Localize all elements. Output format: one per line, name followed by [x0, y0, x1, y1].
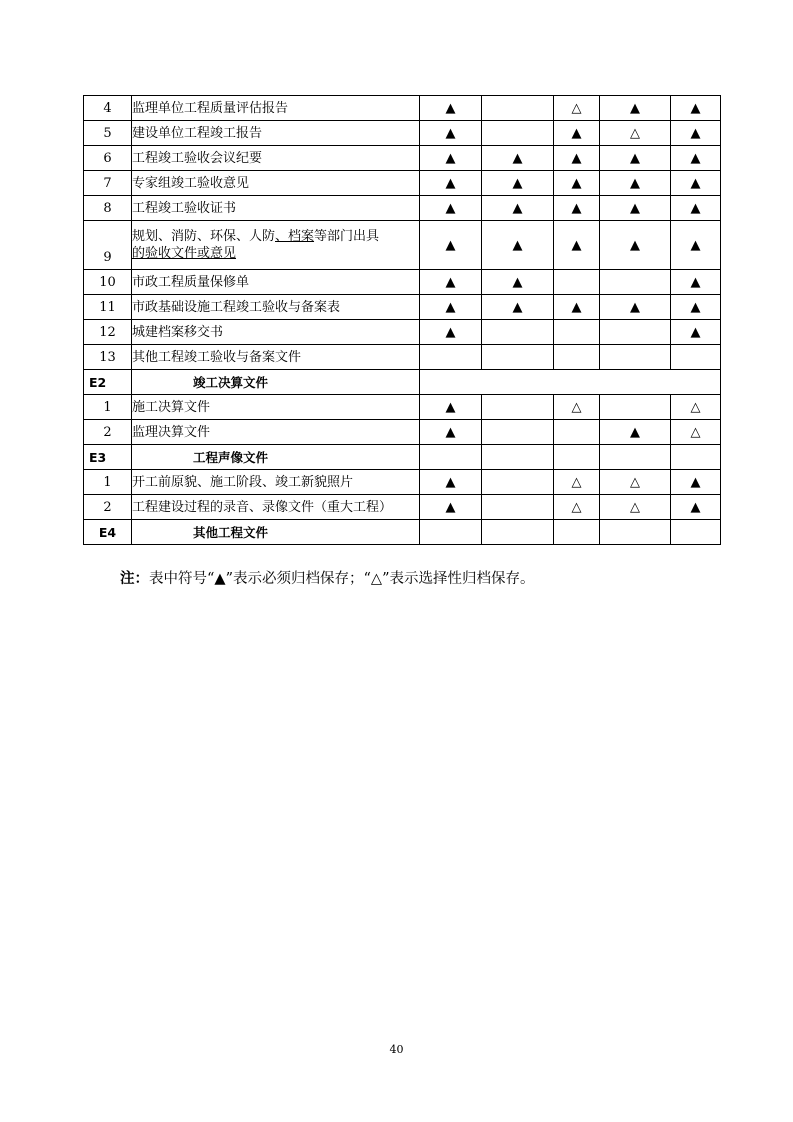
- archive-mark: [482, 345, 554, 370]
- document-name: 工程竣工验收证书: [132, 196, 420, 221]
- archive-table: [83, 95, 721, 545]
- table-row: [84, 495, 721, 520]
- row-number: 2: [84, 420, 132, 445]
- archive-mark: ▲: [600, 196, 671, 221]
- table-row: [84, 295, 721, 320]
- archive-mark: [600, 320, 671, 345]
- archive-mark: [600, 395, 671, 420]
- archive-mark: ▲: [482, 295, 554, 320]
- archive-mark: △: [554, 96, 600, 121]
- empty-cell: [482, 445, 554, 470]
- page-number: 40: [389, 1043, 404, 1056]
- row-number: 12: [84, 320, 132, 345]
- name-part-underlined: 、档案: [275, 229, 315, 244]
- section-title: 其他工程文件: [132, 520, 420, 545]
- archive-mark: ▲: [600, 295, 671, 320]
- empty-cell: [600, 445, 671, 470]
- document-name: 工程竣工验收会议纪要: [132, 146, 420, 171]
- empty-cell: [420, 445, 482, 470]
- archive-mark: [482, 470, 554, 495]
- name-part: 等部门出具: [314, 229, 380, 244]
- archive-mark: [482, 420, 554, 445]
- document-name: 其他工程竣工验收与备案文件: [132, 345, 420, 370]
- name-part: 规划、消防、环保、人防: [132, 229, 276, 244]
- archive-mark: △: [554, 470, 600, 495]
- archive-mark: ▲: [671, 96, 721, 121]
- document-name: 市政基础设施工程竣工验收与备案表: [132, 295, 420, 320]
- archive-mark: [554, 320, 600, 345]
- archive-mark: △: [600, 121, 671, 146]
- table-row: [84, 196, 721, 221]
- document-name: 施工决算文件: [132, 395, 420, 420]
- archive-mark: [554, 345, 600, 370]
- name-part-underlined: 的验收文件或意见: [132, 246, 237, 261]
- table-row: [84, 96, 721, 121]
- row-number: 1: [84, 395, 132, 420]
- archive-mark: [671, 520, 721, 545]
- archive-mark: △: [671, 420, 721, 445]
- archive-mark: ▲: [671, 270, 721, 295]
- archive-mark: [482, 395, 554, 420]
- archive-mark: ▲: [482, 171, 554, 196]
- archive-mark: [671, 345, 721, 370]
- archive-mark: ▲: [554, 171, 600, 196]
- section-title: 竣工决算文件: [132, 370, 420, 395]
- row-number: 8: [84, 196, 132, 221]
- archive-mark: ▲: [482, 196, 554, 221]
- archive-mark: ▲: [554, 196, 600, 221]
- empty-cell: [554, 445, 600, 470]
- document-name: 专家组竣工验收意见: [132, 171, 420, 196]
- archive-mark: ▲: [671, 221, 721, 270]
- archive-mark: ▲: [554, 121, 600, 146]
- row-number: 6: [84, 146, 132, 171]
- archive-mark: [482, 495, 554, 520]
- note-label: 注：: [120, 571, 149, 587]
- document-name: 监理决算文件: [132, 420, 420, 445]
- archive-mark: ▲: [600, 96, 671, 121]
- note-text: 表中符号“: [149, 571, 215, 587]
- archive-mark: [600, 520, 671, 545]
- archive-mark: ▲: [420, 395, 482, 420]
- archive-mark: ▲: [600, 146, 671, 171]
- row-number: 13: [84, 345, 132, 370]
- archive-mark: ▲: [420, 221, 482, 270]
- archive-mark: ▲: [420, 420, 482, 445]
- table-row: [84, 395, 721, 420]
- archive-mark: ▲: [420, 96, 482, 121]
- table-row: [84, 320, 721, 345]
- archive-mark: ▲: [671, 470, 721, 495]
- note-text: ”表示选择性归档保存。: [382, 571, 535, 587]
- archive-mark: ▲: [671, 495, 721, 520]
- table-row: [84, 470, 721, 495]
- archive-mark: [482, 320, 554, 345]
- archive-mark: ▲: [420, 121, 482, 146]
- table-row: [84, 146, 721, 171]
- archive-mark: ▲: [671, 121, 721, 146]
- archive-mark: [600, 345, 671, 370]
- archive-mark: [482, 121, 554, 146]
- archive-mark: ▲: [671, 146, 721, 171]
- row-number: 5: [84, 121, 132, 146]
- table-row: [84, 121, 721, 146]
- row-number: 4: [84, 96, 132, 121]
- section-code: E2: [84, 370, 132, 395]
- archive-mark: △: [671, 395, 721, 420]
- row-number: 9: [84, 221, 132, 270]
- document-name: 开工前原貌、施工阶段、竣工新貌照片: [132, 470, 420, 495]
- archive-mark: ▲: [420, 146, 482, 171]
- archive-mark: [554, 270, 600, 295]
- row-number: 7: [84, 171, 132, 196]
- empty-cell: [671, 445, 721, 470]
- document-name: 市政工程质量保修单: [132, 270, 420, 295]
- row-number: 2: [84, 495, 132, 520]
- archive-mark: ▲: [482, 270, 554, 295]
- archive-mark: ▲: [420, 495, 482, 520]
- archive-mark: ▲: [600, 171, 671, 196]
- section-code: E4: [84, 520, 132, 545]
- archive-mark: △: [600, 495, 671, 520]
- archive-mark: ▲: [482, 146, 554, 171]
- archive-mark: ▲: [420, 171, 482, 196]
- archive-mark: [554, 520, 600, 545]
- archive-mark: △: [600, 470, 671, 495]
- archive-mark: ▲: [671, 295, 721, 320]
- archive-mark: ▲: [482, 221, 554, 270]
- footnote: [120, 567, 534, 588]
- required-symbol: ▲: [214, 571, 226, 587]
- row-number: 11: [84, 295, 132, 320]
- archive-mark: ▲: [554, 146, 600, 171]
- section-code: E3: [84, 445, 132, 470]
- note-text: ”表示必须归档保存；“: [225, 571, 371, 587]
- archive-mark: ▲: [671, 320, 721, 345]
- section-row: [84, 370, 721, 395]
- document-name: 工程建设过程的录音、录像文件（重大工程）: [132, 495, 420, 520]
- archive-mark: [482, 96, 554, 121]
- archive-mark: △: [554, 495, 600, 520]
- document-name: 建设单位工程竣工报告: [132, 121, 420, 146]
- document-name: [132, 221, 420, 270]
- archive-mark: ▲: [420, 470, 482, 495]
- archive-mark: ▲: [671, 171, 721, 196]
- table-row: [84, 420, 721, 445]
- archive-mark: ▲: [420, 270, 482, 295]
- document-name: 监理单位工程质量评估报告: [132, 96, 420, 121]
- table-row: [84, 171, 721, 196]
- archive-mark: ▲: [600, 221, 671, 270]
- section-row: [84, 445, 721, 470]
- row-number: 10: [84, 270, 132, 295]
- table-row: [84, 270, 721, 295]
- archive-mark: ▲: [420, 320, 482, 345]
- archive-mark: [554, 420, 600, 445]
- section-row: [84, 520, 721, 545]
- optional-symbol: △: [370, 571, 383, 587]
- archive-mark: [600, 270, 671, 295]
- archive-mark: ▲: [420, 295, 482, 320]
- archive-mark: ▲: [600, 420, 671, 445]
- row-number: 1: [84, 470, 132, 495]
- archive-mark: [420, 345, 482, 370]
- document-name: 城建档案移交书: [132, 320, 420, 345]
- archive-mark: ▲: [554, 295, 600, 320]
- section-blank-cell: [420, 370, 721, 395]
- archive-mark: [482, 520, 554, 545]
- section-title: 工程声像文件: [132, 445, 420, 470]
- archive-mark: [420, 520, 482, 545]
- table-row: [84, 345, 721, 370]
- archive-mark: ▲: [554, 221, 600, 270]
- archive-mark: △: [554, 395, 600, 420]
- archive-mark: ▲: [420, 196, 482, 221]
- archive-mark: ▲: [671, 196, 721, 221]
- table-row: [84, 221, 721, 270]
